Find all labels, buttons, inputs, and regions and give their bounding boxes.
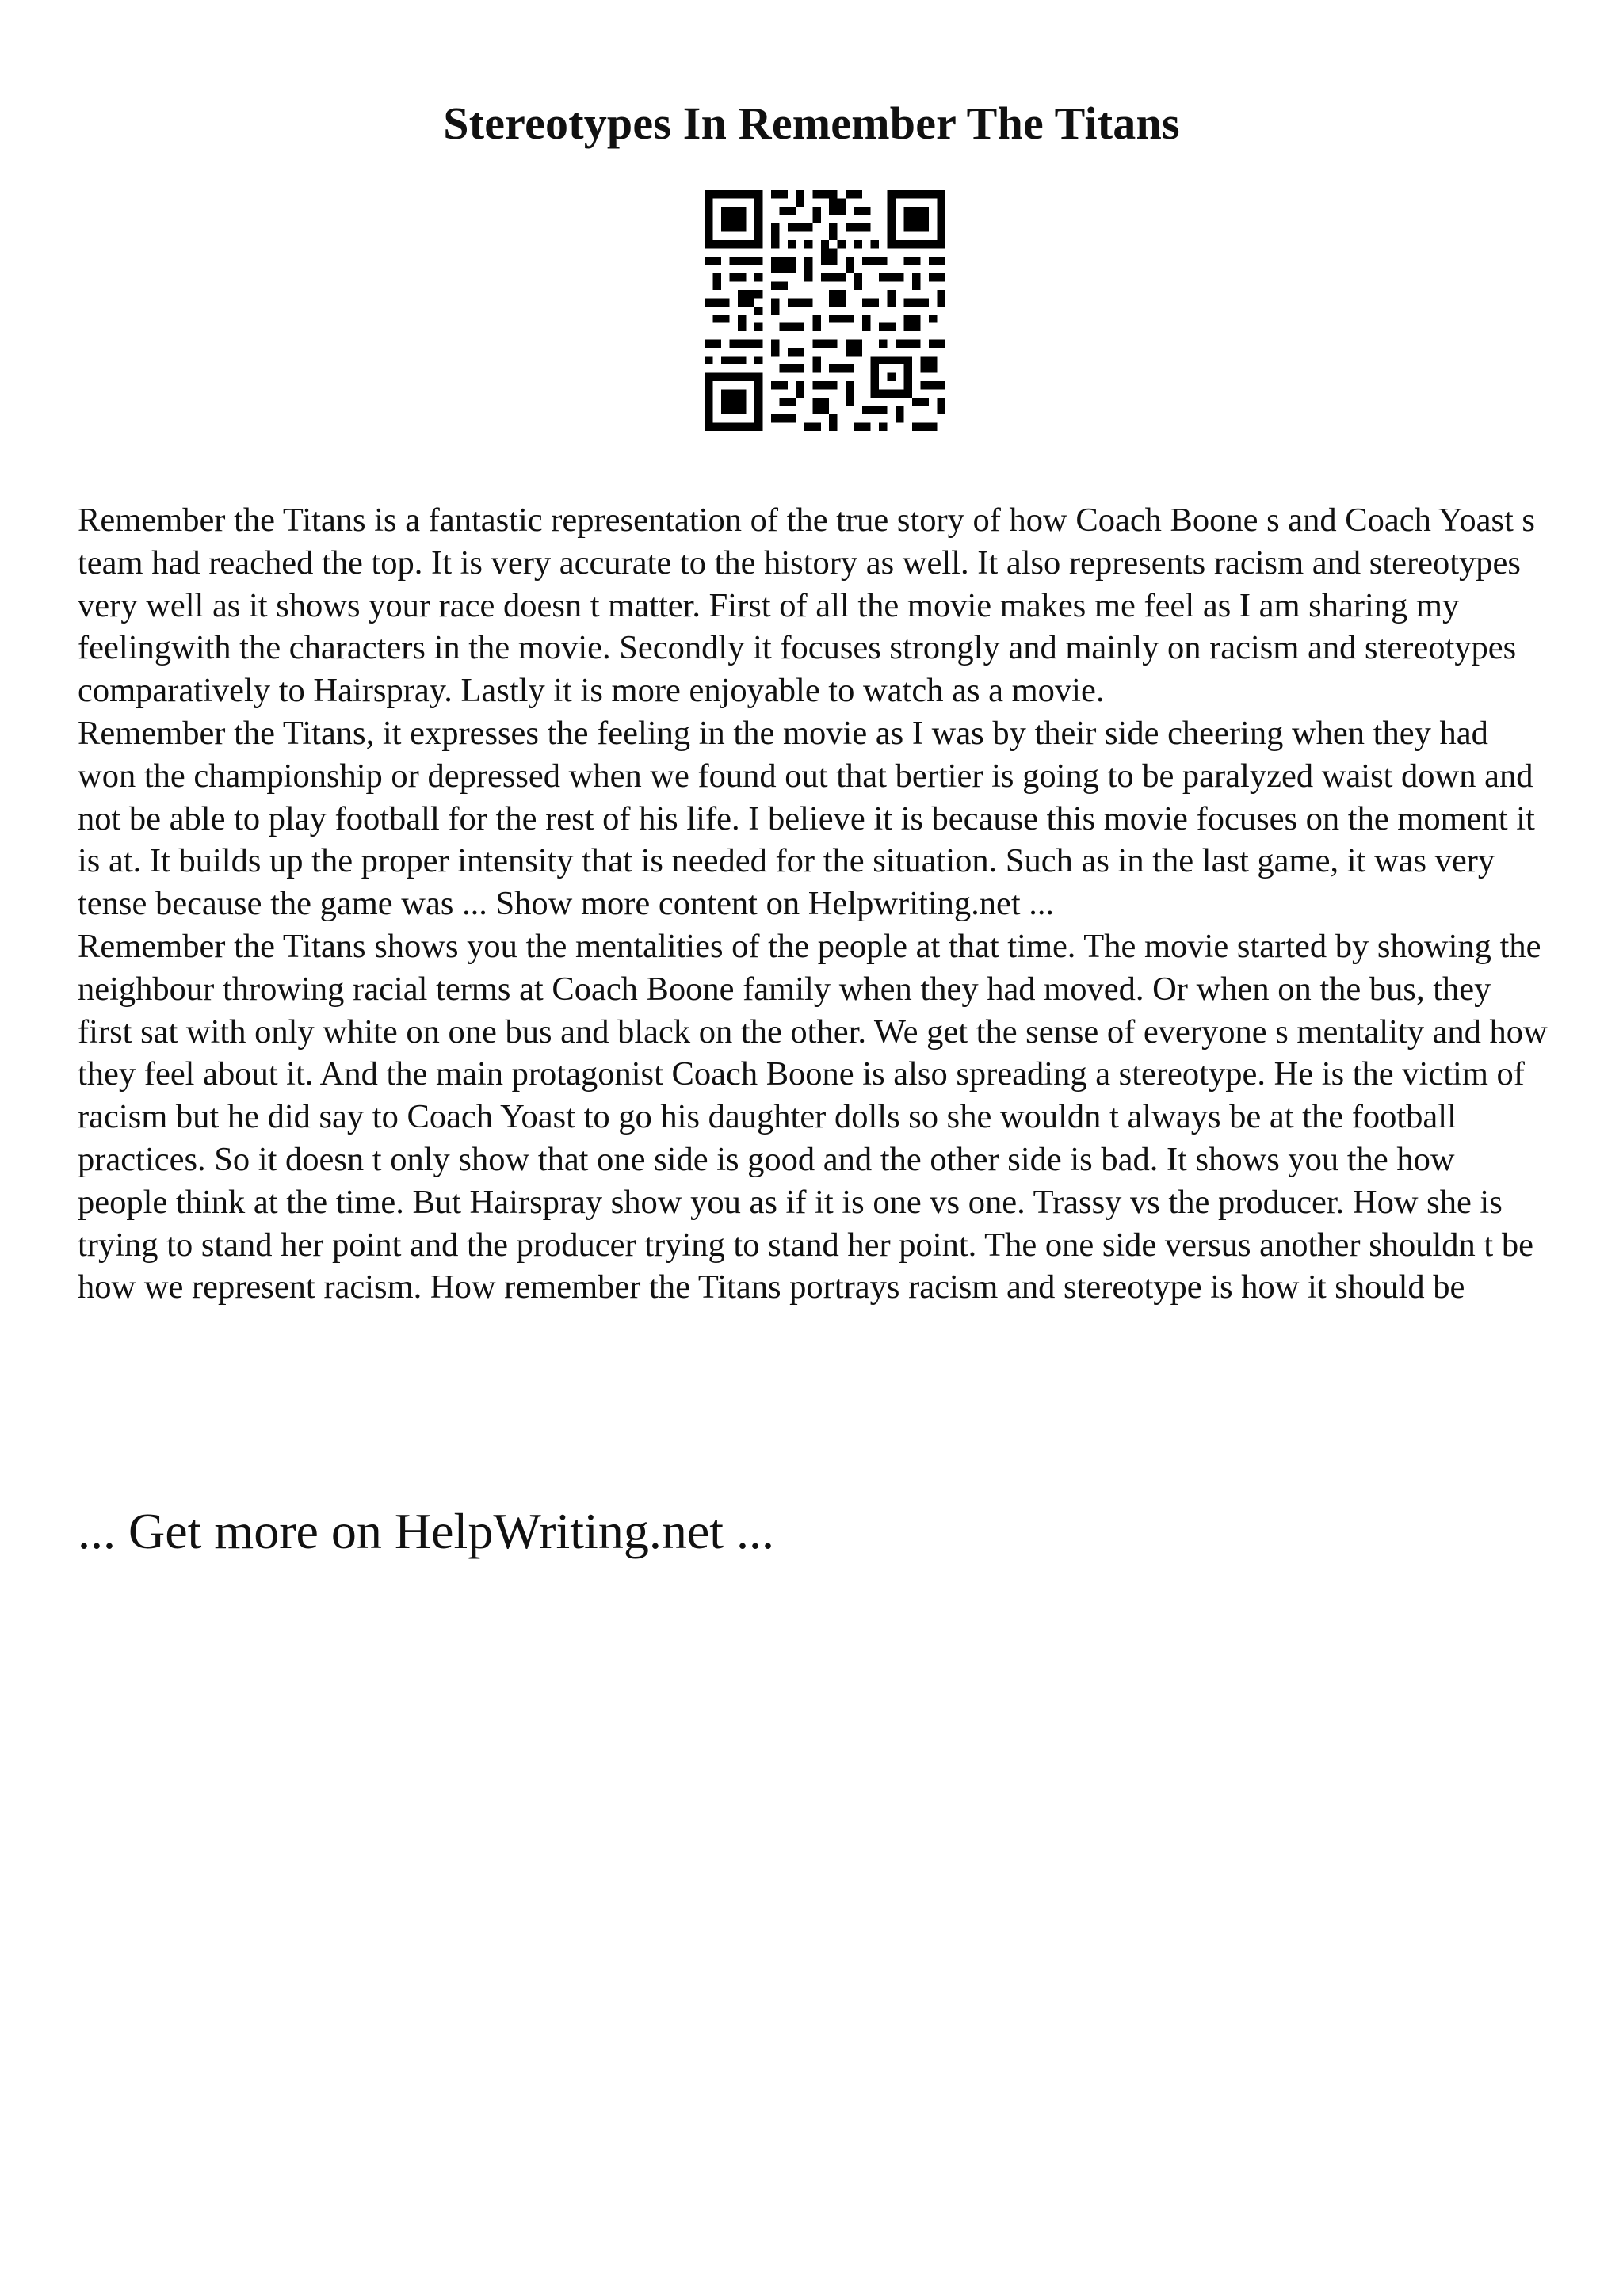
body-paragraph-2: Remember the Titans, it expresses the feeling in the movie as I was by their side cheering when they had won the championship or depressed when we found out that bertier is going to be paralyzed waist down and not be able to play football for the rest of his life. I believe it is because this movie focuses on the moment it is at. It builds up the proper intensity that is needed for the situation. Such as in the last game, it was very tense because the game was ... Show more content on Helpwriting.net ... [78,714,1535,923]
body-paragraph-1: Remember the Titans is a fantastic representation of the true story of how Coach Boone s and Coach Yoast s team had reached the top. It is very accurate to the history as well. It also represents racism and stereotypes very well as it shows your race doesn t matter. First of all the movie makes me feel as I am sharing my feelingwith the characters in the movie. Secondly it focuses strongly and mainly on racism and stereotypes comparatively to Hairspray. Lastly it is more enjoyable to watch as a movie. [78,502,1535,710]
document-body [78,499,1552,1309]
qr-code-graphic [705,190,945,431]
page-title: Stereotypes In Remember The Titans [443,97,1180,149]
body-paragraph-3: Remember the Titans shows you the mentalities of the people at that time. The movie started by showing the neighbour throwing racial terms at Coach Boone family when they had moved. Or when on the bus, they first sat with only white on one bus and black on the other. We get the sense of everyone s mentality and how they feel about it. And the main protagonist Coach Boone is also spreading a stereotype. He is the victim of racism but he did say to Coach Yoast to go his daughter dolls so she wouldn t always be at the football practices. So it doesn t only show that one side is good and the other side is bad. It shows you the how people think at the time. But Hairspray show you as if it is one vs one. Trassy vs the producer. How she is trying to stand her point and the producer trying to stand her point. The one side versus another shouldn t be how we represent racism. How remember the Titans portrays racism and stereotype is how it should be [78,927,1548,1306]
get-more-link[interactable]: ... Get more on HelpWriting.net ... [78,1503,774,1559]
qr-code-icon [705,190,945,431]
